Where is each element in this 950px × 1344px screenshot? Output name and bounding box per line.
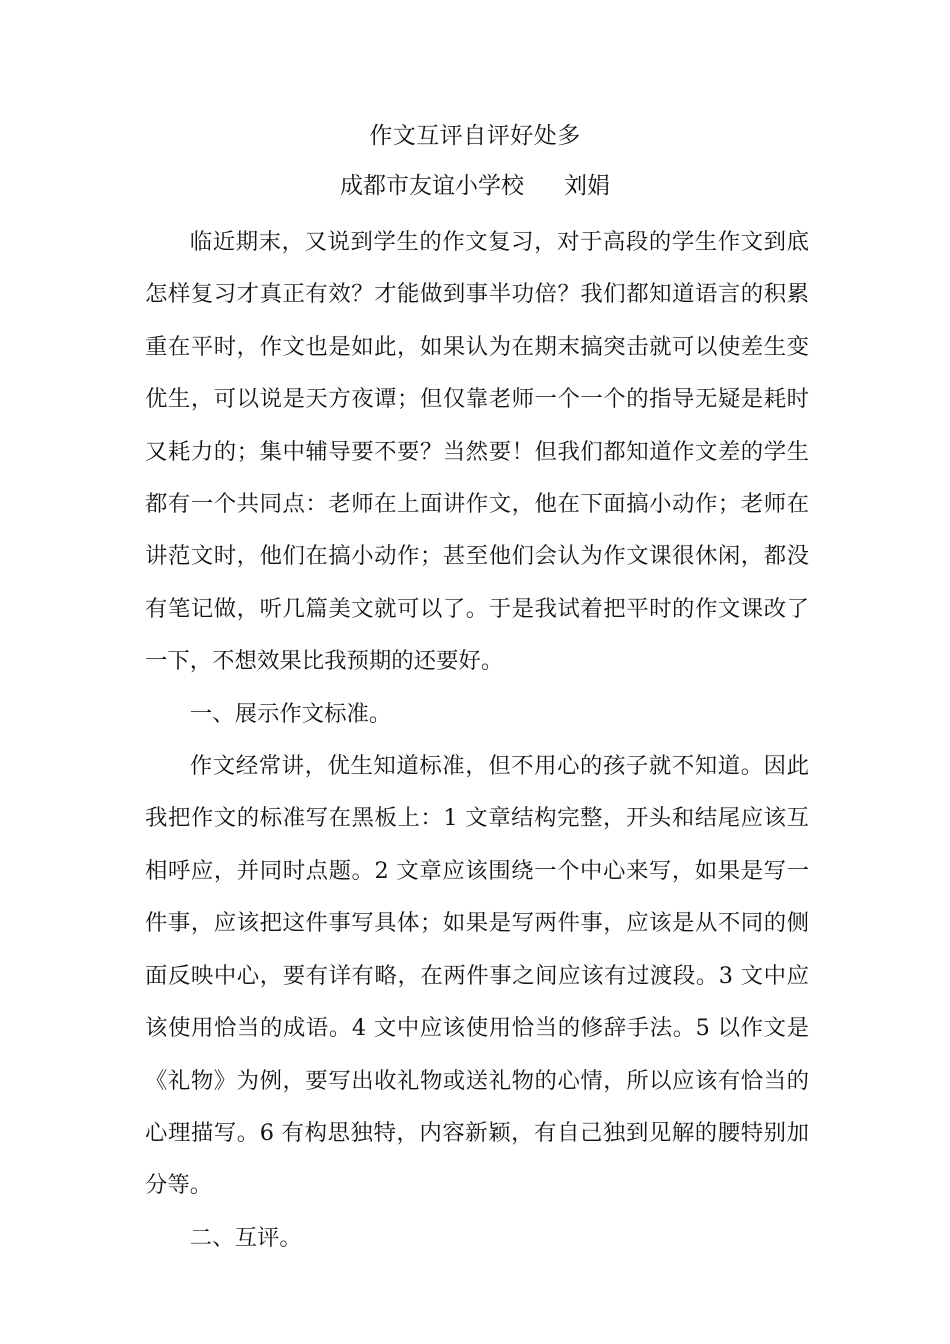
school-name: 成都市友谊小学校 — [340, 173, 524, 199]
byline — [0, 168, 950, 204]
author-name: 刘娟 — [564, 173, 610, 199]
section-heading-1: 一、展示作文标准。 — [189, 700, 392, 727]
document-body — [145, 216, 809, 1264]
document-title: 作文互评自评好处多 — [369, 123, 581, 149]
paragraph-intro: 临近期末，又说到学生的作文复习，对于高段的学生作文到底怎样复习才真正有效？才能做到事半功倍？我们都知道语言的积累重在平时，作文也是如此，如果认为在期末搞突击就可以使差生变优生，可以说是天方夜谭；但仅靠老师一个一个的指导无疑是耗时又耗力的；集中辅导要不要？当然要！但我们都知道作文差的学生都有一个共同点：老师在上面讲作文，他在下面搞小动作；老师在讲范文时，他们在搞小动作；甚至他们会认为作文课很休闲，都没有笔记做，听几篇美文就可以了。于是我试着把平时的作文课改了一下，不想效果比我预期的还要好。 — [145, 229, 809, 675]
paragraph-standards: 作文经常讲，优生知道标准，但不用心的孩子就不知道。因此我把作文的标准写在黑板上：1 文章结构完整，开头和结尾应该互相呼应，并同时点题。2 文章应该围绕一个中心来写，如果是写一件事，应该把这件事写具体；如果是写两件事，应该是从不同的侧面反映中心，要有详有略，在两件事之间应该有过渡段。3 文中应该使用恰当的成语。4 文中应该使用恰当的修辞手法。5 以作文是《礼物》为例，要写出收礼物或送礼物的心情，所以应该有恰当的心理描写。6 有构思独特，内容新颖，有自己独到见解的腰特别加分等。 — [145, 753, 809, 1199]
section-heading-2: 二、互评。 — [189, 1224, 302, 1251]
